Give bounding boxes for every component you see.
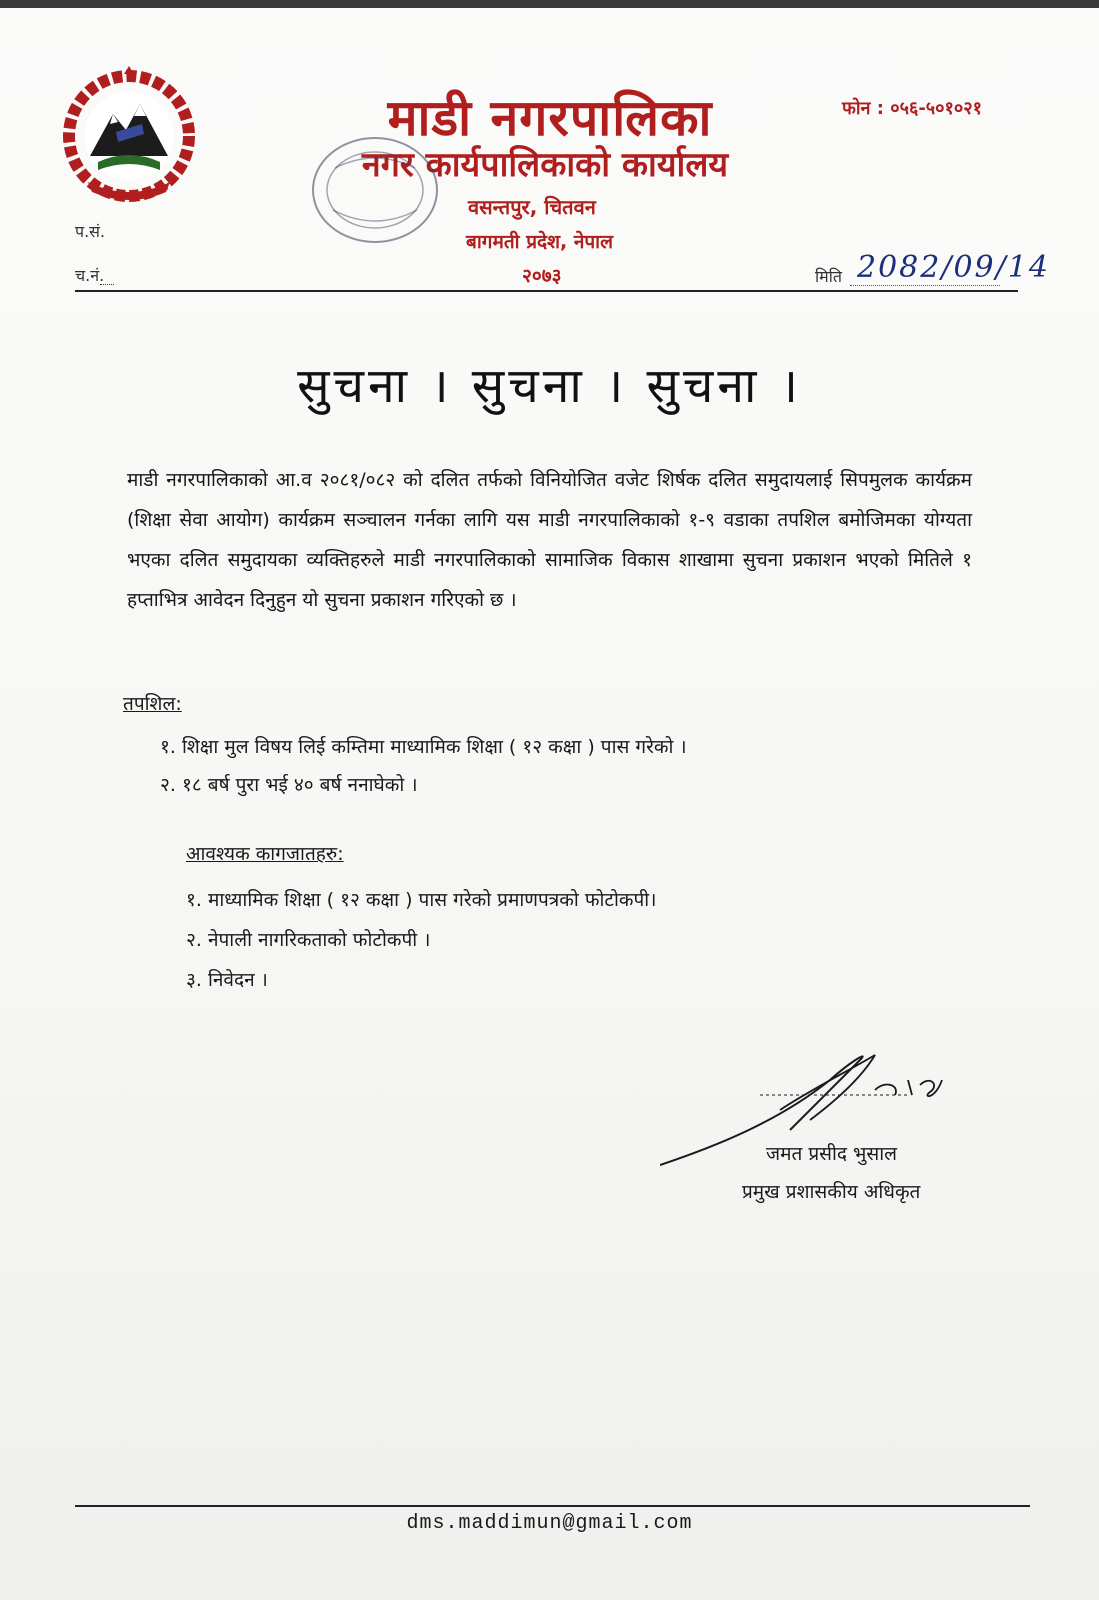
notice-body: माडी नगरपालिकाको आ.व २०८१/०८२ को दलित तर्फको विनियोजित वजेट शिर्षक दलित समुदायलाई सिपमुलक कार्यक्रम (शिक्षा सेवा आयोग) कार्यक्रम सञ्चालन गर्नका लागि यस माडी नगरपालिकाको १-९ वडाका तपशिल बमोजिमका योग्यता भएका दलित समुदायका व्यक्तिहरुले माडी नगरपालिकाको सामाजिक विकास शाखामा सुचना प्रकाशन भएको मितिले १ हप्ताभित्र आवेदन दिनुहुन यो सुचना प्रकाशन गरिएको छ । — [127, 469, 972, 611]
cn-blank — [100, 284, 114, 285]
phone-number: फोन : ०५६-५०१०२१ — [842, 98, 982, 119]
established-year: २०७३ — [522, 265, 562, 287]
header-divider — [75, 290, 1018, 292]
office-stamp — [305, 128, 455, 258]
footer-divider — [75, 1505, 1030, 1507]
date-label: मिति — [815, 267, 842, 286]
date-underline — [850, 285, 1000, 286]
date-value: 2082/09/14 — [857, 250, 1050, 285]
schedule-heading: तपशिल: — [123, 693, 182, 715]
signatory-designation: प्रमुख प्रशासकीय अधिकृत — [742, 1181, 921, 1203]
notice-title: सुचना । सुचना । सुचना । — [297, 358, 802, 414]
list-item: १. माध्यामिक शिक्षा ( १२ कक्षा ) पास गरेको प्रमाणपत्रको फोटोकपी। — [186, 889, 657, 911]
signatory-name: जमत प्रसीद भुसाल — [766, 1143, 898, 1165]
address-line-1: वसन्तपुर, चितवन — [468, 195, 596, 219]
documents-heading: आवश्यक कागजातहरु: — [186, 843, 344, 865]
ps-label: प.सं. — [75, 222, 106, 241]
nepal-emblem-icon — [58, 64, 200, 204]
office-name: नगर कार्यपालिकाको कार्यालय — [361, 145, 729, 185]
schedule-list — [160, 728, 687, 804]
list-item: १. शिक्षा मुल विषय लिई कम्तिमा माध्यामिक शिक्षा ( १२ कक्षा ) पास गरेको । — [160, 736, 687, 758]
list-item: २. १८ बर्ष पुरा भई ४० बर्ष ननाघेको । — [160, 774, 418, 796]
list-item: २. नेपाली नागरिकताको फोटोकपी । — [186, 929, 431, 951]
scan-edge — [0, 0, 1099, 8]
documents-list — [186, 880, 656, 1000]
footer-email: dms.maddimun@gmail.com — [406, 1512, 693, 1535]
list-item: ३. निवेदन । — [186, 969, 268, 991]
address-line-2: बागमती प्रदेश, नेपाल — [466, 231, 613, 253]
municipality-name: माडी नगरपालिका — [387, 89, 713, 147]
cn-label: च.नं. — [75, 266, 105, 285]
